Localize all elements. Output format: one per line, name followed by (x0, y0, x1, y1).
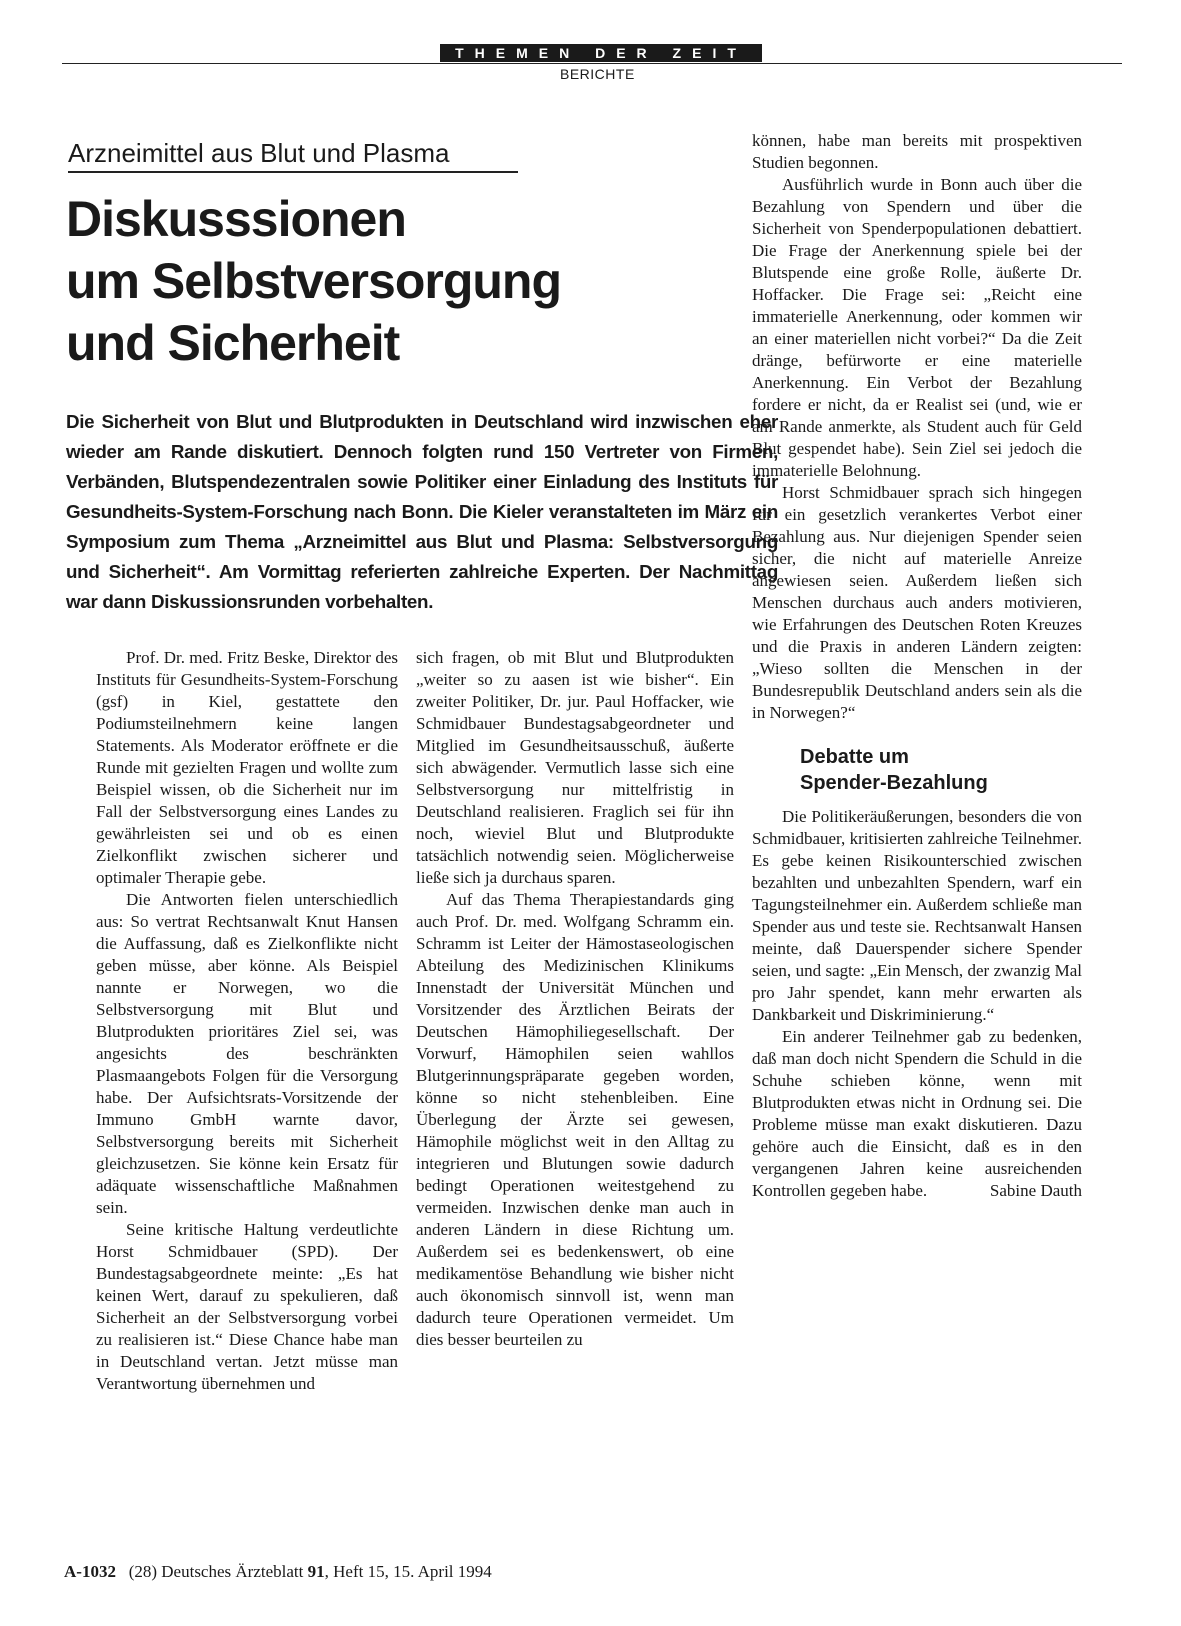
body-paragraph: Seine kritische Haltung verdeutlichte Horst Schmidbauer (SPD). Der Bundestagsabgeordnete meinte: „Es hat keinen Wert, darauf zu spekulieren, daß Sicherheit an der Selbstversorgung vorbei zu realisieren ist.“ Diese Chance habe man in Deutschland vertan. Jetzt müsse man Verantwortung übernehmen und (96, 1220, 398, 1393)
header-rule (62, 63, 1122, 64)
issue-date: , Heft 15, 15. April 1994 (324, 1562, 492, 1581)
body-paragraph: Prof. Dr. med. Fritz Beske, Direktor des Instituts für Gesundheits-System-Forschung (gsf) in Kiel, gestattete den Podiumsteilnehmern keine langen Statements. Als Moderator eröffnete er die Runde mit gezielten Fragen und wollte zum Beispiel wissen, ob die Sicherheit nur im Fall der Selbstversorgung eines Landes zu gewährleisten sei und ob es einen Zielkonflikt zwischen sicherer und optimaler Therapie gebe. (96, 648, 398, 887)
subheading-line-2: Spender-Bezahlung (800, 772, 988, 794)
body-paragraph (752, 1026, 1082, 1202)
headline (66, 188, 561, 374)
body-paragraph: Die Antworten fielen unterschiedlich aus: So vertrat Rechtsanwalt Knut Hansen die Auffassung, daß es Zielkonflikte nicht geben müsse, aber könne. Als Beispiel nannte er Norwegen, wo die Selbstversorgung mit Blut und Blutprodukten prioritäres Ziel sei, was angesichts des beschränkten Plasmaangebots Folgen für die Versorgung habe. Der Aufsichtsrats-Vorsitzende der Immuno GmbH warnte davor, Selbstversorgung bereits mit Sicherheit gleichzusetzen. Sie könne kein Ersatz für adäquate wissenschaftliche Maßnahmen sein. (96, 890, 398, 1217)
headline-line-2: um Selbstversorgung (66, 253, 561, 309)
author-signature: Sabine Dauth (989, 1181, 1082, 1200)
page-footer (64, 1562, 492, 1582)
kicker-title: Arzneimittel aus Blut und Plasma (68, 138, 450, 168)
headline-line-3: und Sicherheit (66, 315, 400, 371)
journal-name: (28) Deutsches Ärzteblatt (128, 1562, 304, 1581)
subheading-line-1: Debatte um (800, 746, 909, 768)
column-3 (752, 130, 1082, 1202)
body-paragraph-text: Ein anderer Teilnehmer gab zu bedenken, daß man doch nicht Spendern die Schuld in die Schuhe schieben könne, wenn mit Blutprodukten etwas nicht in Ordnung sei. Die Probleme müsse man exakt diskutieren. Dazu gehöre auch die Einsicht, daß es in den vergangenen Jahren keine ausreichenden Kontrollen gegeben habe. (752, 1027, 1082, 1200)
body-paragraph: Die Politikeräußerungen, besonders die von Schmidbauer, kritisierten zahlreiche Teilnehmer. Es gebe keinen Risikounterschied zwischen bezahlten und unbezahlten Spendern, warf ein Tagungsteilnehmer ein. Außerdem schließe man Spender aus und teste sie. Rechtsanwalt Hansen meinte, daß Dauerspender sichere Spender seien, und sagte: „Ein Mensch, der zwanzig Mal pro Jahr spendet, kann mehr erwarten als Dankbarkeit und Diskriminierung.“ (752, 807, 1082, 1024)
kicker-underline (68, 171, 518, 173)
headline-line-1: Diskusssionen (66, 191, 406, 247)
column-1 (96, 647, 398, 1395)
section-label: BERICHTE (560, 66, 635, 82)
body-paragraph: können, habe man bereits mit prospektiven Studien begonnen. (752, 131, 1082, 172)
subheading (800, 744, 1082, 796)
page-number: A-1032 (64, 1562, 116, 1581)
body-paragraph: Auf das Thema Therapiestandards ging auch Prof. Dr. med. Wolfgang Schramm ein. Schramm ist Leiter der Hämostaseologischen Abteilung des Medizinischen Klinikums Innenstadt der Universität München und Vorsitzender des Ärztlichen Beirats der Deutschen Hämophiliegesellschaft. Der Vorwurf, Hämophilen seien wahllos Blutgerinnungspräparate gegeben worden, könne so nicht stehenbleiben. Eine Überlegung der Ärzte sei gewesen, Hämophile möglichst weit in den Alltag zu integrieren und Blutungen sowie dadurch bedingt Operationen weitestgehend zu vermeiden. Inzwischen denke man auch in anderen Ländern in diese Richtung um. Außerdem sei es bedenkenswert, ob eine medikamentöse Behandlung wie bisher nicht auch ökonomisch sinnvoll ist, wenn man dadurch teure Operationen vermeidet. Um dies besser beurteilen zu (416, 890, 734, 1349)
lead-paragraph: Die Sicherheit von Blut und Blutprodukten in Deutschland wird inzwischen eher wieder am Rande diskutiert. Dennoch folgten rund 150 Vertreter von Firmen, Verbänden, Blutspendezentralen sowie Politiker einer Einladung des Instituts für Gesundheits-System-Forschung nach Bonn. Die Kieler veranstalteten im März ein Symposium zum Thema „Arzneimittel aus Blut und Plasma: Selbstversorgung und Sicherheit“. Am Vormittag referierten zahlreiche Experten. Der Nachmittag war dann Diskussionsrunden vorbehalten. (66, 411, 778, 612)
journal-volume: 91 (307, 1562, 325, 1581)
column-2 (416, 647, 734, 1351)
body-paragraph: Horst Schmidbauer sprach sich hingegen für ein gesetzlich verankertes Verbot einer Bezahlung aus. Nur diejenigen Spender seien sicher, die nicht auf materielle Anreize angewiesen seien. Außerdem ließen sich Menschen durchaus auch anders motivieren, wie Erfahrungen des Deutschen Roten Kreuzes und die Praxis in anderen Ländern zeigten: „Wieso sollten die Menschen in der Bundesrepublik Deutschland anders sein als die in Norwegen?“ (752, 483, 1082, 722)
masthead-banner: THEMEN DER ZEIT (440, 44, 762, 62)
body-paragraph: sich fragen, ob mit Blut und Blutprodukten „weiter so zu aasen ist wie bisher“. Ein zweiter Politiker, Dr. jur. Paul Hoffacker, wie Schmidbauer Bundestagsabgeordneter und Mitglied im Gesundheitsausschuß, äußerte sich abwägender. Vermutlich lasse sich eine Selbstversorgung nur mittelfristig in Deutschland realisieren. Fraglich sei für ihn noch, wieviel Blut und Blutprodukte tatsächlich notwendig seien. Möglicherweise ließe sich ja durchaus sparen. (416, 648, 734, 887)
body-paragraph: Ausführlich wurde in Bonn auch über die Bezahlung von Spendern und über die Sicherheit von Spenderpopulationen debattiert. Die Frage der Anerkennung spiele bei der Blutspende eine große Rolle, äußerte Dr. Hoffacker. Die Frage sei: „Reicht eine immaterielle Anerkennung, oder kommen wir an einer materiellen nicht vorbei?“ Da die Zeit dränge, befürworte er eine materielle Anerkennung. Ein Verbot der Bezahlung fordere er nicht, da er Realist sei (und, wie er am Rande anmerkte, als Student auch für Geld Blut gespendet habe). Sein Ziel sei jedoch die immaterielle Belohnung. (752, 175, 1082, 480)
